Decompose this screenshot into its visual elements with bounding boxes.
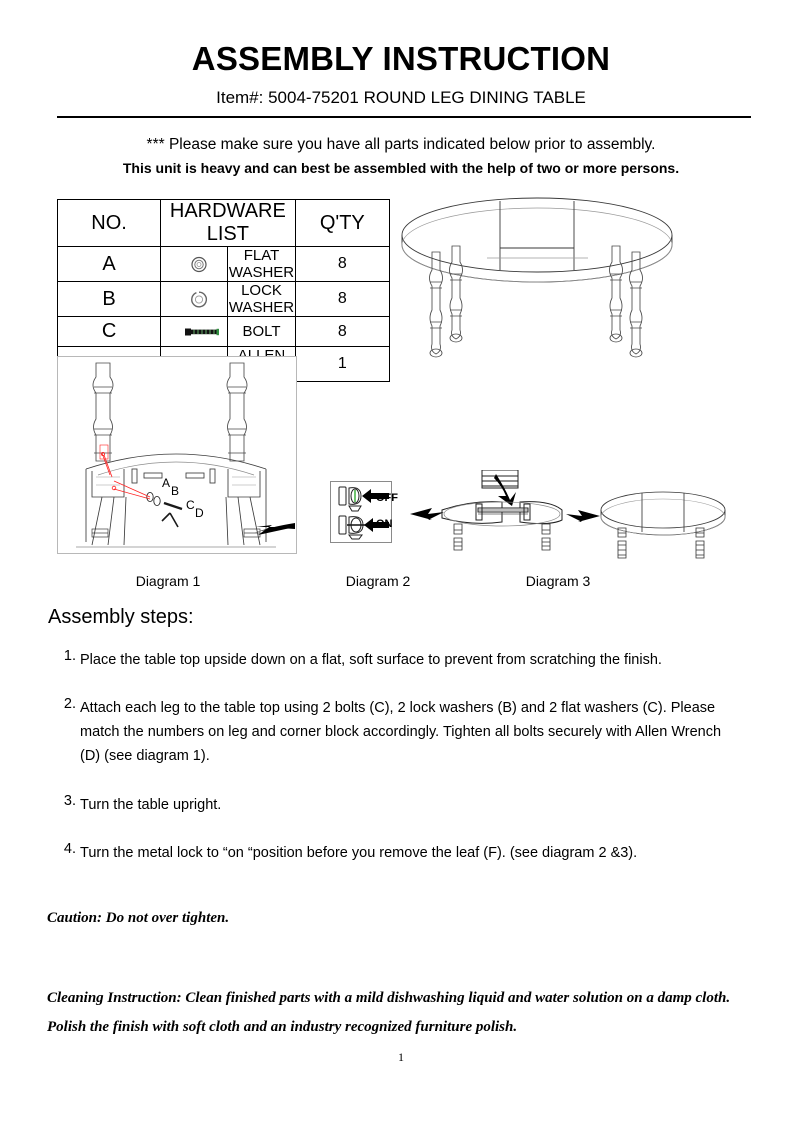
callout-a: A [162,476,171,490]
page-number: 1 [398,1050,404,1064]
table-header-row [58,200,390,247]
part-qty-d: 1 [295,347,389,382]
part-description-b: LOCK WASHER [228,282,295,316]
header-qty: Q'TY [295,200,389,247]
diagram-2-panel [330,481,392,543]
part-letter-c: C [58,317,161,347]
lock-on-label: ON [376,518,393,530]
diagram-3-caption: Diagram 3 [525,573,591,589]
parts-notice: *** Please make sure you have all parts indicated below prior to assembly. [146,136,656,153]
step-4-text: Turn the metal lock to “on “position before you remove the leaf (F). (see diagram 2 &3). [80,845,638,861]
hardware-list-table [57,199,390,382]
table-row [58,247,390,282]
table-row [58,282,390,317]
step-4-number: 4. [63,841,76,857]
lock-off-label: OFF [376,492,398,504]
diagram-1-caption: Diagram 1 [135,573,201,589]
part-description-c: BOLT [228,317,295,347]
flat-washer-icon [161,247,228,282]
callout-d: D [195,506,204,520]
assembly-steps-heading: Assembly steps: [48,606,194,628]
page-title: ASSEMBLY INSTRUCTION [191,40,611,77]
part-description-a: FLAT WASHER [228,247,295,281]
step-3-text: Turn the table upright. [80,797,222,813]
step-1-text: Place the table top upside down on a flat, soft surface to prevent from scratching the finish. [80,652,662,668]
diagram-3-illustration [410,470,600,560]
part-qty-c: 8 [295,317,389,347]
diagram-1-panel [57,356,297,554]
callout-c: C [186,498,195,512]
step-2-number: 2. [63,696,76,712]
part-qty-b: 8 [295,282,389,317]
step-3-number: 3. [63,793,76,809]
part-letter-b: B [58,282,161,317]
part-qty-a: 8 [295,247,389,282]
header-no: NO. [58,200,161,247]
part-letter-a: A [58,247,161,282]
cleaning-instruction: Cleaning Instruction: Clean finished parts with a mild dishwashing liquid and water solution on a damp cloth. Polish the finish with soft cloth and an industry recognized furniture polish. [47,990,731,1035]
bolt-icon [161,317,228,347]
diagram-2-caption: Diagram 2 [345,573,411,589]
step-2-text: Attach each leg to the table top using 2 bolts (C), 2 lock washers (B) and 2 flat washers (C). Please match the numbers on leg and corner block accordingly. Tighten all bolts securely with Allen Wrench (D) (see diagram 1). [80,700,722,764]
callout-b: B [171,484,180,498]
item-subtitle: Item#: 5004-75201 ROUND LEG DINING TABLE [216,88,586,107]
header-hardware-list: HARDWARE LIST [161,200,296,247]
header-divider [57,116,751,118]
dining-table-illustration [392,190,712,360]
caution-note: Caution: Do not over tighten. [47,910,230,926]
step-1-number: 1. [63,648,76,664]
extended-table-illustration [596,484,746,562]
lock-washer-icon [161,282,228,317]
table-row [58,317,390,347]
weight-warning: This unit is heavy and can best be assembled with the help of two or more persons. [122,160,680,176]
